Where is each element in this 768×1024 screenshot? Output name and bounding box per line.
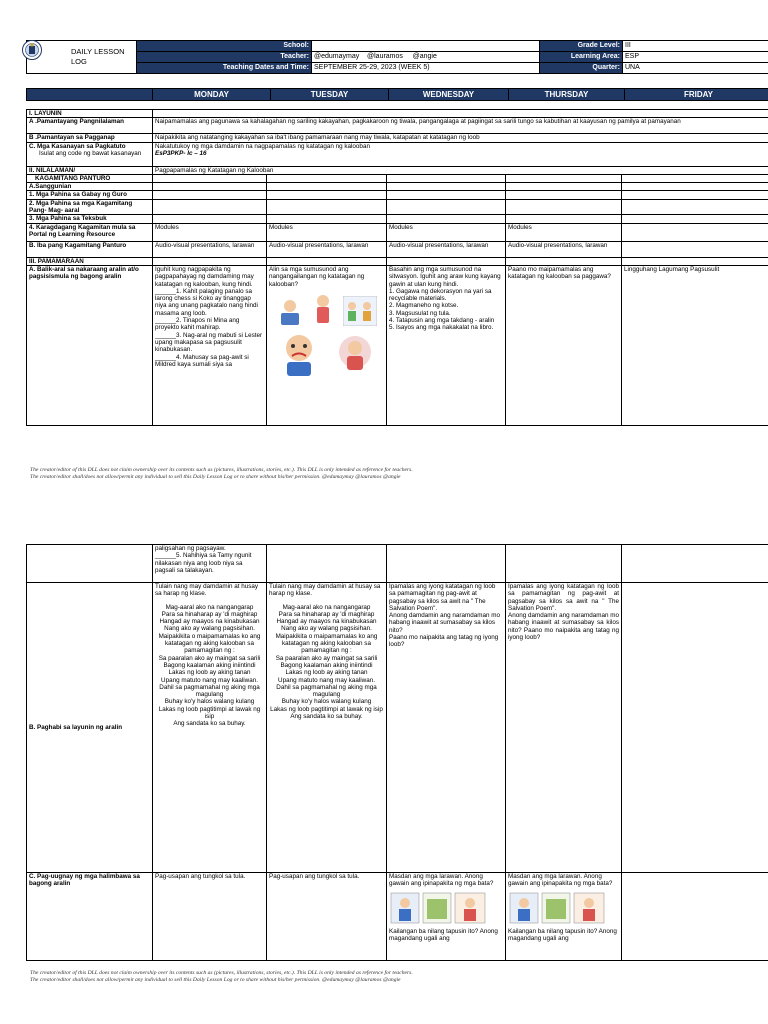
wed-a-intro: Basahin ang mga sumusunod na sitwasyon. Iguhit ang araw kung kayang gawin at ulan kung hindi. [389,265,501,288]
mon-poem-line: Buhay ko'y halos walang kulang [164,698,255,706]
pamantayang-value: Naipamamalas ang pagunawa sa kahalagahan ng sariling kakayahan, pagkakaroon ng tiwala, pangangalaga at pagiingat sa sarili tungo sa kabutihan at kaayusan ng pamilya at pamayanan [153,118,768,134]
mon-a-continued [153,545,267,583]
kagamitang-pang-label: 2. Mga Pahina sa mga Kagamitang Pang- Mag- aaral [27,199,153,215]
wed-b-q1: Anong damdamin ang naramdaman mo habang inaawit at sumasabay sa kilos nito? [389,612,500,634]
pamamaraan-heading: III. PAMAMARAAN [27,257,153,265]
mon-a-cont-2: ______5. Nahihiya sa Tamy ngunit nilakasan niya ang loob niya sa pagsali sa talakayan. [155,552,252,574]
av-wed: Audio-visual presentations, larawan [387,241,506,257]
dates-label: Teaching Dates and Time: [137,63,312,74]
school-label: School: [137,41,312,52]
grade-value: III [623,41,768,52]
day-thursday: THURSDAY [509,89,625,101]
tue-a-question: Alin sa mga sumusunod ang nangangailangan ng katatagan ng kalooban? [269,265,365,288]
nilalaman-value: Pagpapamalas ng Katatagan ng Kalooban [153,166,768,174]
av-mon: Audio-visual presentations, larawan [153,241,267,257]
tue-poem-line: Buhay ko'y halos walang kulang [281,698,372,706]
mon-poem-line: Bagong kaalaman aking iniintindi [163,661,256,669]
thu-b-intro: Ipamalas ang iyong katatagan ng loob sa pamamagitan ng pag-awit at pagsabay sa kilos sa awit na " The Salvation Poem". [508,583,619,612]
gabay-label: 1. Mga Pahina sa Gabay ng Guro [27,191,153,199]
mon-a-item-3: ______3. Nag-aral ng mabuti si Lester upang makapasa sa pagsusulit kinabukasan. [155,331,263,354]
pag-uugnay-label: C. Pag-uugnay ng mga halimbawa sa bagong aralin [27,873,153,961]
footer-2-line-2: The creator/editor shall/does not allow/permit any individual to sell this Daily Lesson Log or to share without his/her permission. @edumaymay @lauramos @angie [30,977,401,983]
teacher-label: Teacher: [137,52,312,63]
mon-poem-line: Nang ako ay walang pagsisihan. [164,625,255,633]
mon-poem-line: Maipakikita o maipamamalas ko ang katatagan ng aking kalooban sa pamamagitan ng : [158,632,261,655]
balik-aral-label: A. Balik-aral sa nakaraang aralin at/o pagsisismula ng bagong aralin [27,265,153,425]
lesson-table-1 [26,109,768,426]
page-2 [0,544,768,961]
balik-thu: Paano mo maipamamalas ang katatagan ng kalooban sa paggawa? [506,265,622,425]
pag-uugnay-mon: Pag-usapan ang tungkol sa tula. [153,873,267,961]
thu-b-q: Anong damdamin ang naramdaman mo habang inaawit at sumasabay sa kilos nito? Paano mo naipakita ang tatag ng iyong loob? [508,612,619,642]
tue-poem-line: Nang ako ay walang pagsisihan. [281,625,372,633]
footer-page-2 [30,970,413,984]
footer-2-line-1: The creator/editor of this DLL does not claim ownership over its contents such as (pictures, illustrations, stories, etc.). This DLL is only intended as reference for teachers. [30,970,413,976]
kasanayan-title: C. Mga Kasanayan sa Pagkatuto [29,142,126,150]
kasanayan-code: EsP3PKP- Ic – 16 [155,149,207,157]
tue-poem-line: Ang sandata ko sa buhay. [290,713,363,721]
tue-poem-line: Bagong kaalaman aking iniintindi [280,661,373,669]
mon-poem-line: Lakas ng loob pagtitimpi at lawak ng isip [158,705,261,721]
pagganap-label: B .Pamantayan sa Pagganap [27,134,153,142]
mon-a-intro: Iguhit kung nagpapakita ng pagpapahayag ng damdaming may katatagan ng kalooban, kung hindi. [155,265,254,288]
kasanayan-text: Nakatutukoy ng mga damdamin na nagpapamalas ng katatagan ng kalooban [155,142,370,150]
children-group-illustration-icon [343,296,377,326]
paghabi-tue [267,583,387,873]
mon-poem-line: Para sa hinaharap ay 'di maghirap [161,610,258,618]
lr-label: 4. Karagdagang Kagamitan mula sa Portal ng Learning Resource [27,223,153,241]
tue-poem-line: Dahil sa pagmamahal ng aking mga magulang [276,683,377,699]
mon-poem-line: Sa paaralan ako ay maingat sa sarili [158,654,261,662]
day-monday: MONDAY [153,89,271,101]
wed-a-item-5: 5. Isayos ang mga nakakalat na libro. [389,324,494,332]
mon-a-item-4: ______4. Mahusay sa pag-awit si Mildred kaya sumali siya sa [155,353,249,368]
doc-title: DAILY LESSON LOG [27,41,137,74]
quarter-value: UNA [623,63,768,74]
kagamitan-label: KAGAMITANG PANTURO [27,174,153,182]
tue-poem-line: Para sa hinaharap ay 'di maghirap [278,610,375,618]
tue-poem-line: Mag-aaral ako na nangangarap [282,603,371,611]
paghabi-thu [506,583,622,873]
lr-thu: Modules [506,223,622,241]
crying-child-illustration-icon [279,332,319,378]
lr-mon: Modules [153,223,267,241]
days-blank [27,89,153,101]
mon-poem-line: Upang matuto nang may kaaliwan. [161,676,258,684]
footer-page-1 [30,467,413,481]
teksbuk-label: 3. Mga Pahina sa Teksbuk [27,215,153,223]
days-header [26,88,768,101]
paghabi-wed [387,583,506,873]
tue-a-images [269,292,384,382]
pamantayang-label: A .Pamantayang Pangnilalaman [27,118,153,134]
tue-poem [269,604,384,721]
deped-seal-icon [22,40,42,60]
wed-c-intro: Masdan ang mga larawan. Anong gawain ang ipinapakita ng mga bata? [389,873,494,888]
tue-poem-line: Hangad ay maayos na kinabukasan [276,618,377,626]
child-with-flower-illustration-icon [335,332,375,376]
kasanayan-label [27,142,153,166]
children-chores-illustration-icon [508,891,608,925]
grade-label: Grade Level: [540,41,623,52]
wed-a-item-3: 3. Magsusulat ng tula. [389,309,451,317]
layunin-heading: I. LAYUNIN [27,110,153,118]
av-tue: Audio-visual presentations, larawan [267,241,387,257]
header-table [26,40,768,74]
mon-poem-line: Dahil sa pagmamahal ng aking mga magulang [159,683,260,699]
footer-1-line-2: The creator/editor shall/does not allow/permit any individual to sell this Daily Lesson Log or to share without his/her permission. @edumaymay @lauramos @angie [30,474,401,480]
dates-value: SEPTEMBER 25-29, 2023 (WEEK 5) [312,63,540,74]
wed-b-intro: Ipamalas ang iyong katatagan ng loob sa pamamagitan ng pag-awit at pagsabay sa kilos sa awit na " The Salvation Poem". [389,583,496,612]
day-wednesday: WEDNESDAY [389,89,509,101]
balik-mon [153,265,267,425]
pag-uugnay-thu [506,873,622,961]
thu-c-intro: Masdan ang mga larawan. Anong gawain ang ipinapakita ng mga bata? [508,873,613,888]
tue-poem-line: Upang matuto nang may kaaliwan. [278,676,375,684]
iba-label: B. Iba pang Kagamitang Panturo [27,241,153,257]
balik-fri: Lingguhang Lagumang Pagsusulit [622,265,768,425]
lr-wed: Modules [387,223,506,241]
pagganap-value: Naipakikita ang natatanging kakayahan sa iba't ibang pamamaraan nang may tiwala, katapatan at katatagan ng loob [153,134,768,142]
thu-c-q: Kailangan ba nilang tapusin ito? Anong magandang ugali ang [508,927,617,942]
paghabi-mon [153,583,267,873]
mon-a-item-2: ______2. Tinapos ni Mina ang proyekto kahit mahirap. [155,317,240,332]
mon-poem-line: Lakas ng loob ay aking tanan [168,669,251,677]
kasanayan-value [153,142,768,166]
lesson-table-2 [26,544,768,961]
paghabi-label: B. Paghabi sa layunin ng aralin [27,583,153,873]
quarter-label: Quarter: [540,63,623,74]
tue-poem-line: Sa paaralan ako ay maingat sa sarili [275,654,378,662]
tue-poem-line: Lakas ng loob pagtitimpi at lawak ng isip [270,705,383,713]
balik-tue [267,265,387,425]
page-1 [0,40,768,426]
wed-a-item-1: 1. Gagawa ng dekorasyon na yari sa recyclable materials. [389,287,492,303]
wed-c-q: Kailangan ba nilang tapusin ito? Anong magandang ugali ang [389,927,498,942]
sanggunian-label: A.Sanggunian [27,183,153,191]
tue-poem-intro: Tulain nang may damdamin at husay sa harap ng klase. [269,583,381,598]
child-reading-illustration-icon [275,298,305,326]
pag-uugnay-wed [387,873,506,961]
lr-tue: Modules [267,223,387,241]
day-friday: FRIDAY [625,89,768,101]
area-label: Learning Area: [540,52,623,63]
mon-a-item-1: ______1. Kahit palaging panalo sa larong chess si Koko ay tinanggap niya ang unang pagkatalo nang hindi masama ang loob. [155,287,258,317]
tue-poem-line: Maipakikita o maipamamalas ko ang katatagan ng aking kalooban sa pamamagitan ng : [275,632,378,655]
nilalaman-label: II. NILALAMAN/ [27,166,153,174]
day-tuesday: TUESDAY [271,89,389,101]
children-chores-illustration-icon [389,891,489,925]
child-standing-illustration-icon [313,294,333,326]
mon-a-cont-1: paligsahan ng pagsayaw. [155,545,226,552]
pag-uugnay-tue: Pag-usapan ang tungkol sa tula. [267,873,387,961]
av-thu: Audio-visual presentations, larawan [506,241,622,257]
mon-poem-line: Mag-aaral ako na nangangarap [165,603,254,611]
mon-poem-line: Hangad ay maayos na kinabukasan [159,618,260,626]
wed-b-q2: Paano mo naipakita ang tatag ng iyong loob? [389,634,499,649]
mon-poem-intro: Tulain nang may damdamin at husay sa harap ng klase. [155,583,259,598]
school-value [312,41,540,52]
tue-poem-line: Lakas ng loob ay aking tanan [285,669,368,677]
wed-a-item-2: 2. Magmaneho ng kotse. [389,302,459,310]
mon-poem-line: Ang sandata ko sa buhay. [173,720,246,728]
mon-poem [155,604,264,728]
wed-a-item-4: 4. Tatapusin ang mga takdang - aralin [389,317,495,325]
area-value: ESP [623,52,768,63]
kasanayan-sub: Isulat ang code ng bawat kasanayan [39,149,142,157]
teacher-value: @edumaymay @lauramos @angie [312,52,540,63]
balik-wed [387,265,506,425]
footer-1-line-1: The creator/editor of this DLL does not claim ownership over its contents such as (pictures, illustrations, stories, etc.). This DLL is only intended as reference for teachers. [30,467,413,473]
